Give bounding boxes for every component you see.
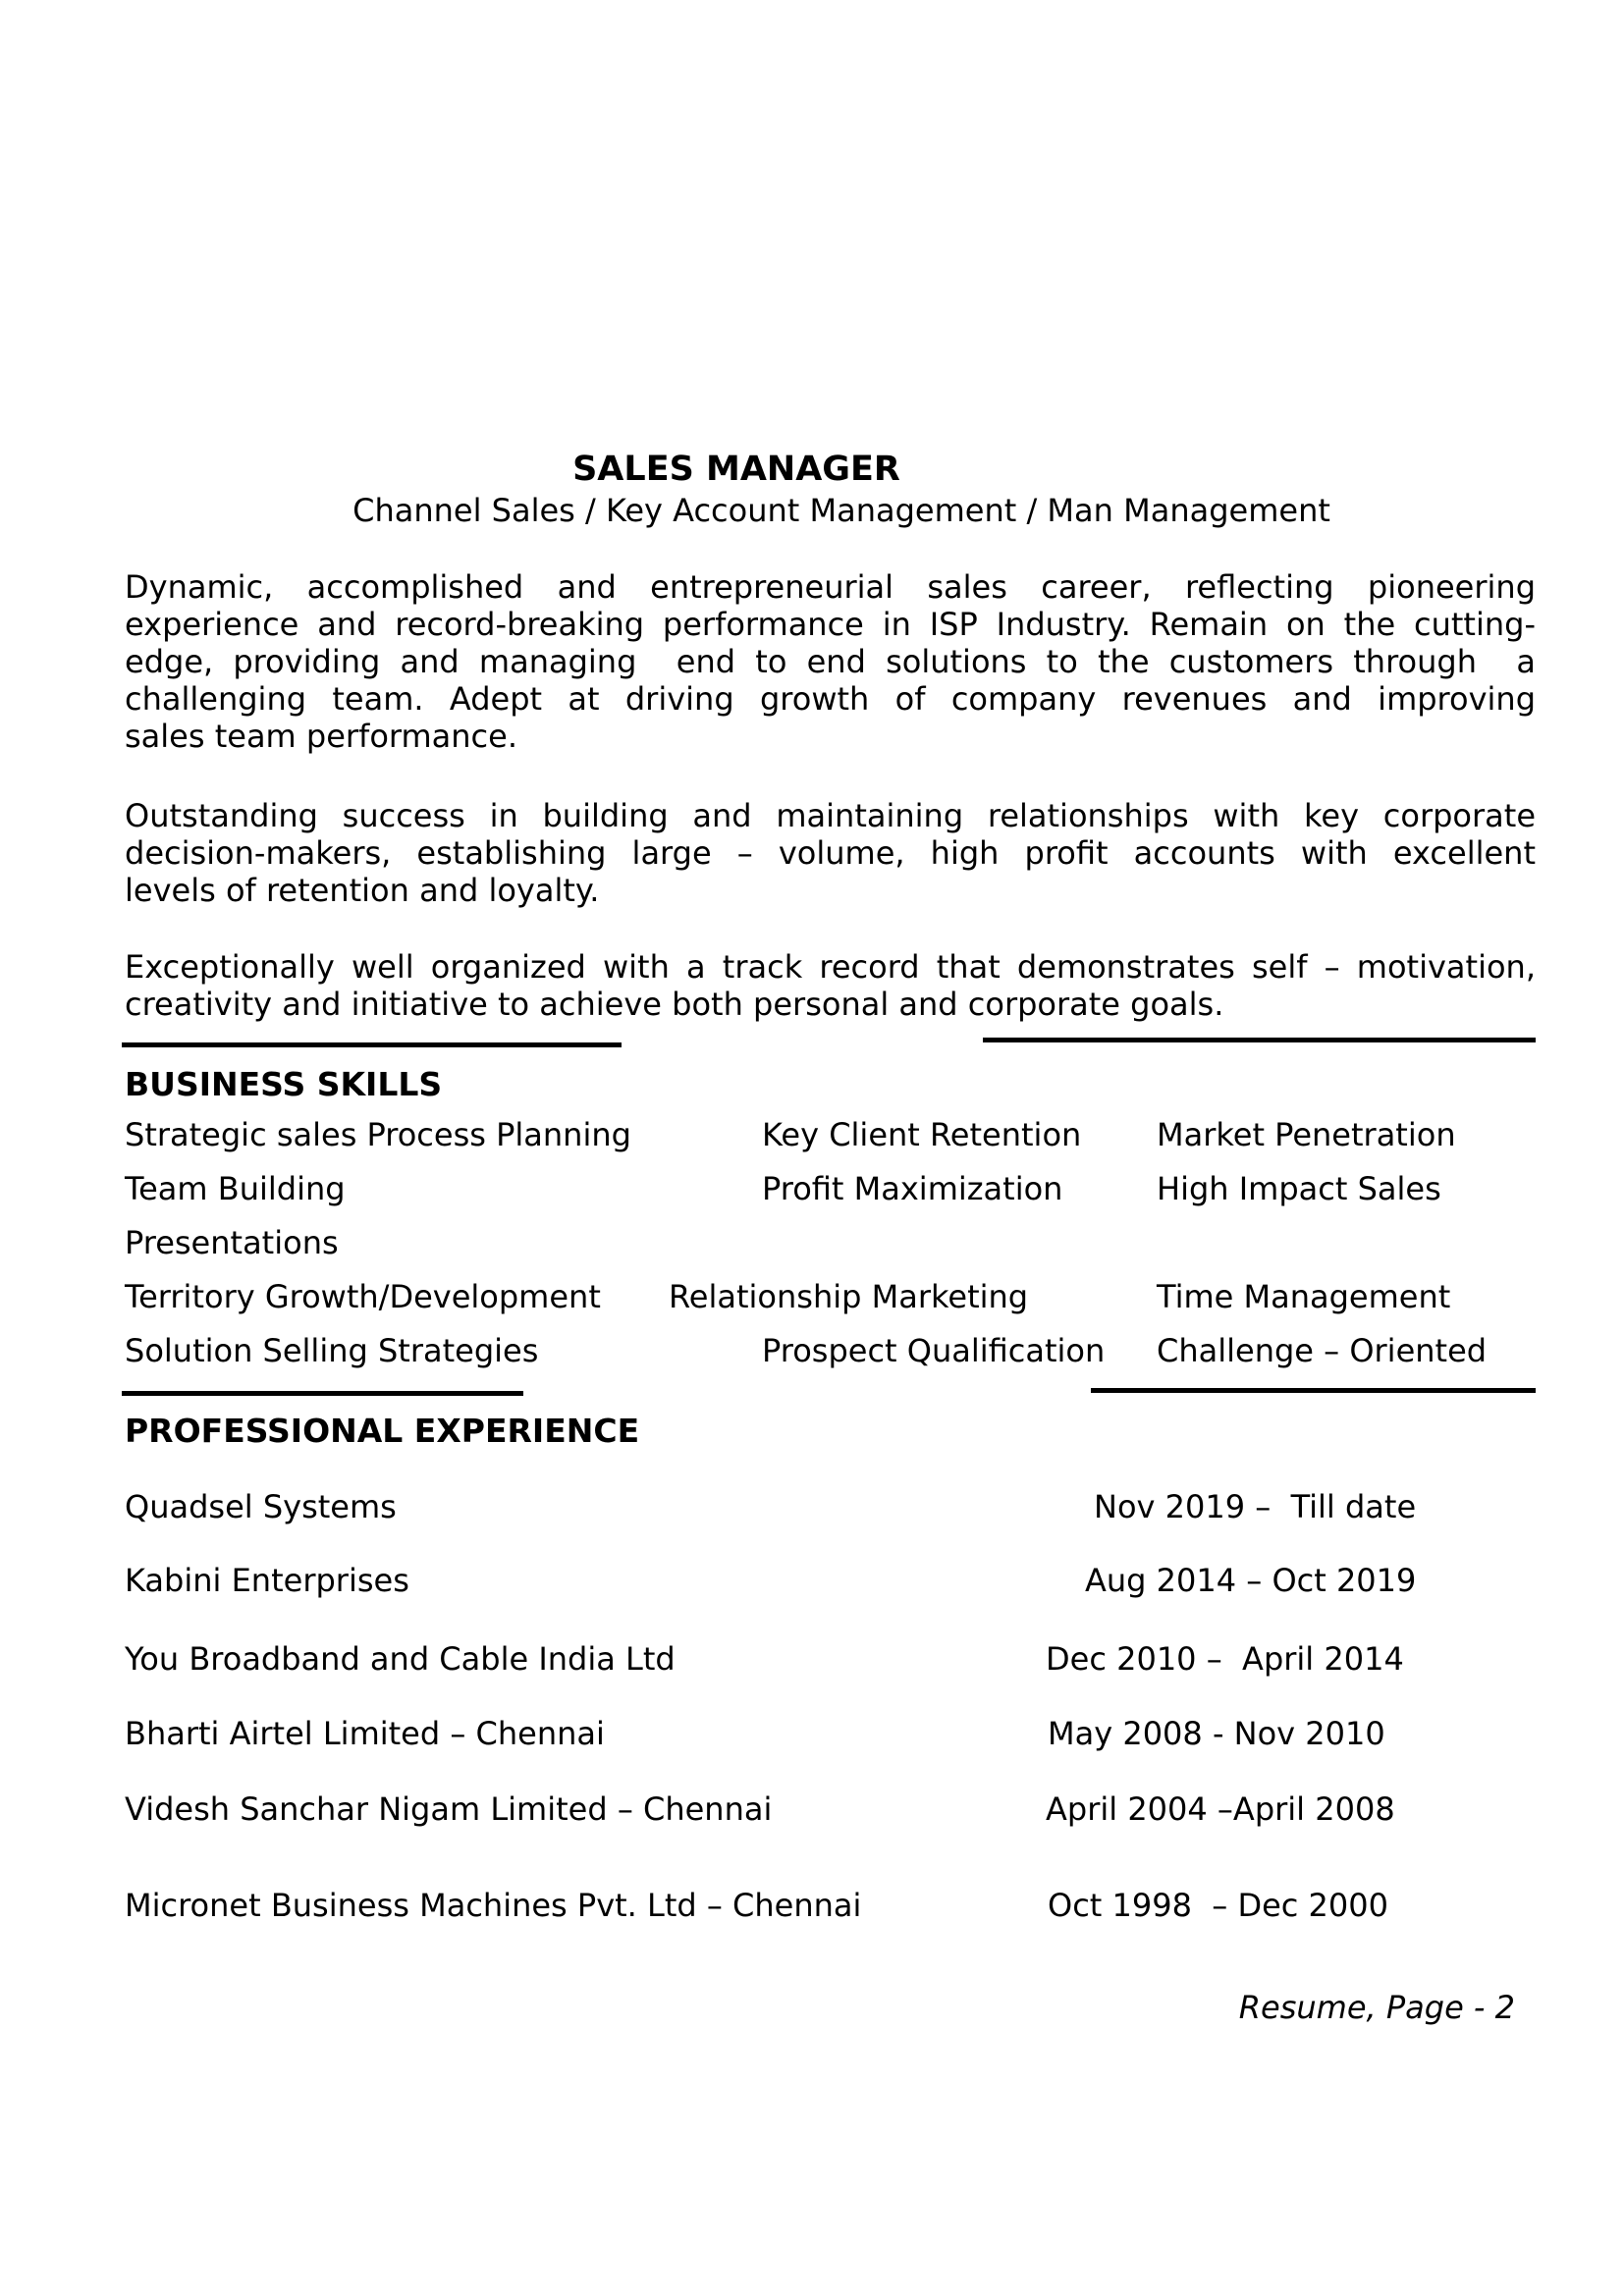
skill-item: Presentations [125,1224,339,1261]
paragraph-line: sales team performance. [125,718,517,755]
page-title: SALES MANAGER [572,450,900,489]
separator-rule-left [122,1042,622,1047]
skill-item: Key Client Retention [762,1116,1082,1153]
skill-item: Time Management [1157,1278,1451,1315]
page-footer-note: Resume, Page - 2 [1238,1989,1515,2026]
paragraph-line: decision-makers, establishing large – volume, high profit accounts with excellent [125,834,1536,872]
experience-company: Kabini Enterprises [125,1562,409,1599]
skill-item: High Impact Sales [1157,1170,1441,1207]
paragraph-line: Dynamic, accomplished and entrepreneurial sales career, reflecting pioneering [125,568,1536,606]
paragraph-line: Outstanding success in building and maintaining relationships with key corporate [125,797,1536,834]
business-skills-heading: BUSINESS SKILLS [125,1065,443,1103]
page-subtitle: Channel Sales / Key Account Management / Man Management [352,492,1330,529]
experience-period: Aug 2014 – Oct 2019 [1085,1562,1417,1599]
paragraph-line: levels of retention and loyalty. [125,872,600,909]
paragraph-line: Exceptionally well organized with a track record that demonstrates self – motivation, [125,948,1536,986]
experience-company: Micronet Business Machines Pvt. Ltd – Chennai [125,1887,862,1924]
experience-period: Nov 2019 – Till date [1094,1488,1417,1525]
experience-company: You Broadband and Cable India Ltd [125,1640,676,1678]
experience-company: Bharti Airtel Limited – Chennai [125,1715,605,1752]
separator-rule-left [122,1391,523,1396]
skill-item: Solution Selling Strategies [125,1332,539,1369]
experience-company: Quadsel Systems [125,1488,397,1525]
experience-period: Dec 2010 – April 2014 [1046,1640,1404,1678]
paragraph-line: creativity and initiative to achieve both personal and corporate goals. [125,986,1224,1023]
separator-rule-right [983,1038,1536,1042]
skill-item: Profit Maximization [762,1170,1063,1207]
paragraph-line: experience and record-breaking performance in ISP Industry. Remain on the cutting- [125,606,1536,643]
separator-rule-right [1091,1388,1536,1393]
experience-period: April 2004 –April 2008 [1046,1790,1395,1828]
skill-item: Prospect Qualification [762,1332,1106,1369]
skill-item: Territory Growth/Development [125,1278,601,1315]
skill-item: Strategic sales Process Planning [125,1116,631,1153]
summary-paragraph-2 [125,797,1536,909]
skill-item: Market Penetration [1157,1116,1456,1153]
skill-item: Team Building [125,1170,346,1207]
experience-period: Oct 1998 – Dec 2000 [1048,1887,1388,1924]
summary-paragraph-1 [125,568,1536,755]
paragraph-line: challenging team. Adept at driving growth of company revenues and improving [125,680,1536,718]
experience-period: May 2008 - Nov 2010 [1048,1715,1385,1752]
paragraph-line: edge, providing and managing end to end solutions to the customers through a [125,643,1536,680]
skill-item: Challenge – Oriented [1157,1332,1488,1369]
summary-paragraph-3 [125,948,1536,1023]
professional-experience-heading: PROFESSIONAL EXPERIENCE [125,1412,640,1450]
experience-company: Videsh Sanchar Nigam Limited – Chennai [125,1790,773,1828]
skill-item: Relationship Marketing [669,1278,1029,1315]
